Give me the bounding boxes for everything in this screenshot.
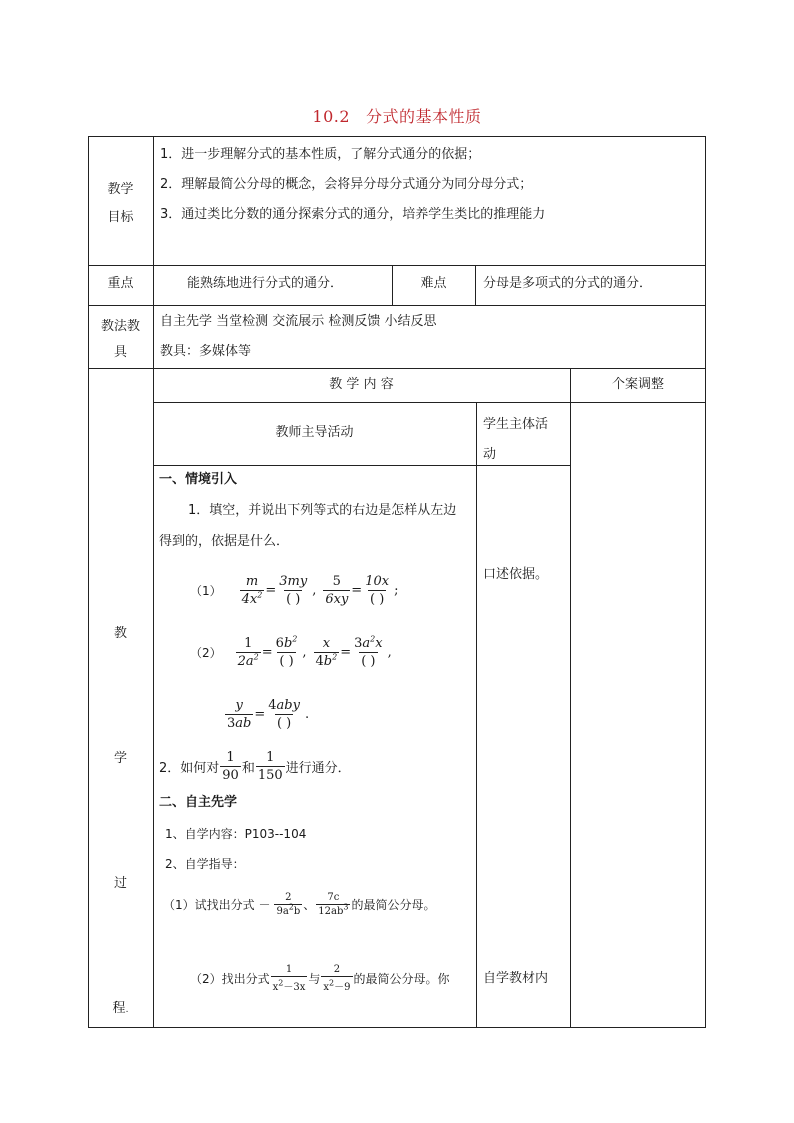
comma: ,: [387, 644, 392, 660]
fraction: $\frac{\text{4aby}}{( )}$: [268, 697, 300, 731]
difficulty-text: 分母是多项式的分式的通分．: [483, 276, 653, 291]
guide-item-1: [163, 884, 436, 924]
fraction: $\frac{1}{90}$: [222, 749, 239, 783]
fraction: $\frac{5}{6xy}$: [325, 573, 349, 607]
methods-label: [88, 314, 153, 366]
row-divider: [88, 305, 706, 306]
guide2-mid: 与: [308, 971, 321, 986]
row-divider: [88, 265, 706, 266]
section-title: 一、情境引入: [159, 472, 238, 487]
col-divider: [475, 265, 476, 305]
equation-label: （1）: [190, 583, 222, 598]
equals-sign: =: [351, 582, 363, 598]
goals-label: [88, 176, 153, 232]
goal-item: 2．理解最简公分母的概念，会将异分母分式通分为同分母分式；: [160, 177, 533, 192]
question-2: [159, 746, 351, 786]
methods-label-line1: 教法教: [100, 319, 140, 334]
difficulty-label: 难点: [420, 276, 447, 291]
equation-label: （2）: [190, 645, 222, 660]
guide1-prefix: （1）试找出分式 －: [163, 897, 271, 912]
period: .: [304, 706, 310, 722]
equals-sign: =: [265, 582, 277, 598]
process-label-char: 学: [113, 751, 127, 766]
fraction: $\frac{y}{3ab}$: [227, 697, 252, 731]
fraction: $\frac{2}{x^2-9}$: [323, 963, 351, 993]
fraction: $\frac{x}{4b^2}$: [315, 635, 338, 669]
student-note: 自学教材内: [483, 971, 549, 986]
q2-and: 和: [241, 760, 255, 776]
equals-sign: =: [340, 644, 352, 660]
separator: 、: [303, 897, 316, 912]
fraction: $\frac{3a^2x}{( )}$: [354, 634, 383, 669]
student-header-line1: 学生主体活: [483, 417, 549, 432]
section-title: 二、自主先学: [159, 795, 238, 810]
semicolon: ;: [394, 582, 399, 598]
process-label-char: 教: [113, 626, 127, 641]
goal-item: 3．通过类比分数的通分探索分式的通分，培养学生类比的推理能力: [160, 207, 546, 222]
content-header: 教 学 内 容: [329, 377, 394, 392]
student-header-line2: 动: [483, 447, 497, 462]
col-divider: [570, 368, 571, 1028]
q2-suffix: 进行通分．: [285, 760, 351, 776]
process-label-last: 程: [112, 1001, 126, 1016]
equals-sign: =: [254, 706, 266, 722]
teaching-aids: 教具：多媒体等: [160, 344, 252, 359]
guide-item-2: [190, 958, 450, 998]
process-label-char: 过: [113, 876, 127, 891]
key-point-text: 能熟练地进行分式的通分．: [187, 276, 344, 291]
fraction: $\frac{2}{9a^2b}$: [276, 891, 301, 917]
student-header: [483, 410, 548, 470]
page-title: [0, 104, 794, 127]
col-divider: [476, 402, 477, 1028]
fraction: $\frac{10x}{( )}$: [365, 573, 390, 607]
equation-row: [190, 568, 398, 612]
fraction: $\frac{6b^2}{( )}$: [275, 634, 298, 669]
row-divider: [88, 368, 706, 369]
fraction: $\frac{3my}{( )}$: [279, 573, 308, 607]
goal-item: 1．进一步理解分式的基本性质，了解分式通分的依据；: [160, 147, 481, 162]
row-divider: [153, 402, 706, 403]
question-text: 1．填空，并说出下列等式的右边是怎样从左边: [188, 503, 457, 518]
goals-label-line2: 目标: [107, 210, 134, 225]
key-point-label: 重点: [107, 276, 134, 291]
goals-label-line1: 教学: [107, 182, 134, 197]
section-number: 10.2: [312, 107, 351, 126]
fraction: $\frac{7c}{12ab^3}$: [318, 891, 349, 917]
fraction: $\frac{1}{2a^2}$: [237, 635, 259, 669]
section-title: 分式的基本性质: [366, 107, 482, 126]
methods-list: 自主先学 当堂检测 交流展示 检测反馈 小结反思: [160, 314, 437, 329]
question-text: 得到的，依据是什么．: [159, 534, 290, 549]
fraction: $\frac{1}{x^2-3x}$: [272, 963, 306, 993]
self-study-guide: 2、自学指导：: [165, 857, 245, 871]
guide2-suffix: 的最简公分母。你: [353, 971, 450, 986]
equation-row: [224, 692, 309, 736]
col-divider: [153, 136, 154, 1028]
teacher-header: 教师主导活动: [275, 425, 354, 440]
self-study-content: 1、自学内容：P103--104: [165, 827, 307, 841]
guide2-prefix: （2）找出分式: [190, 971, 270, 986]
q2-prefix: 2．如何对: [159, 760, 220, 776]
equation-row: [190, 630, 392, 674]
fraction: $\frac{m}{4x^2}$: [241, 573, 263, 607]
equals-sign: =: [261, 644, 273, 660]
student-note: 口述依据。: [483, 567, 549, 582]
process-label-suffix: .: [125, 1005, 129, 1015]
methods-label-line2: 具: [113, 345, 127, 360]
comma: ,: [312, 582, 317, 598]
adjust-header: 个案调整: [611, 377, 664, 392]
comma: ,: [302, 644, 307, 660]
fraction: $\frac{1}{150}$: [257, 749, 283, 783]
guide1-suffix: 的最简公分母。: [351, 897, 436, 912]
process-label-char: [88, 1002, 153, 1017]
